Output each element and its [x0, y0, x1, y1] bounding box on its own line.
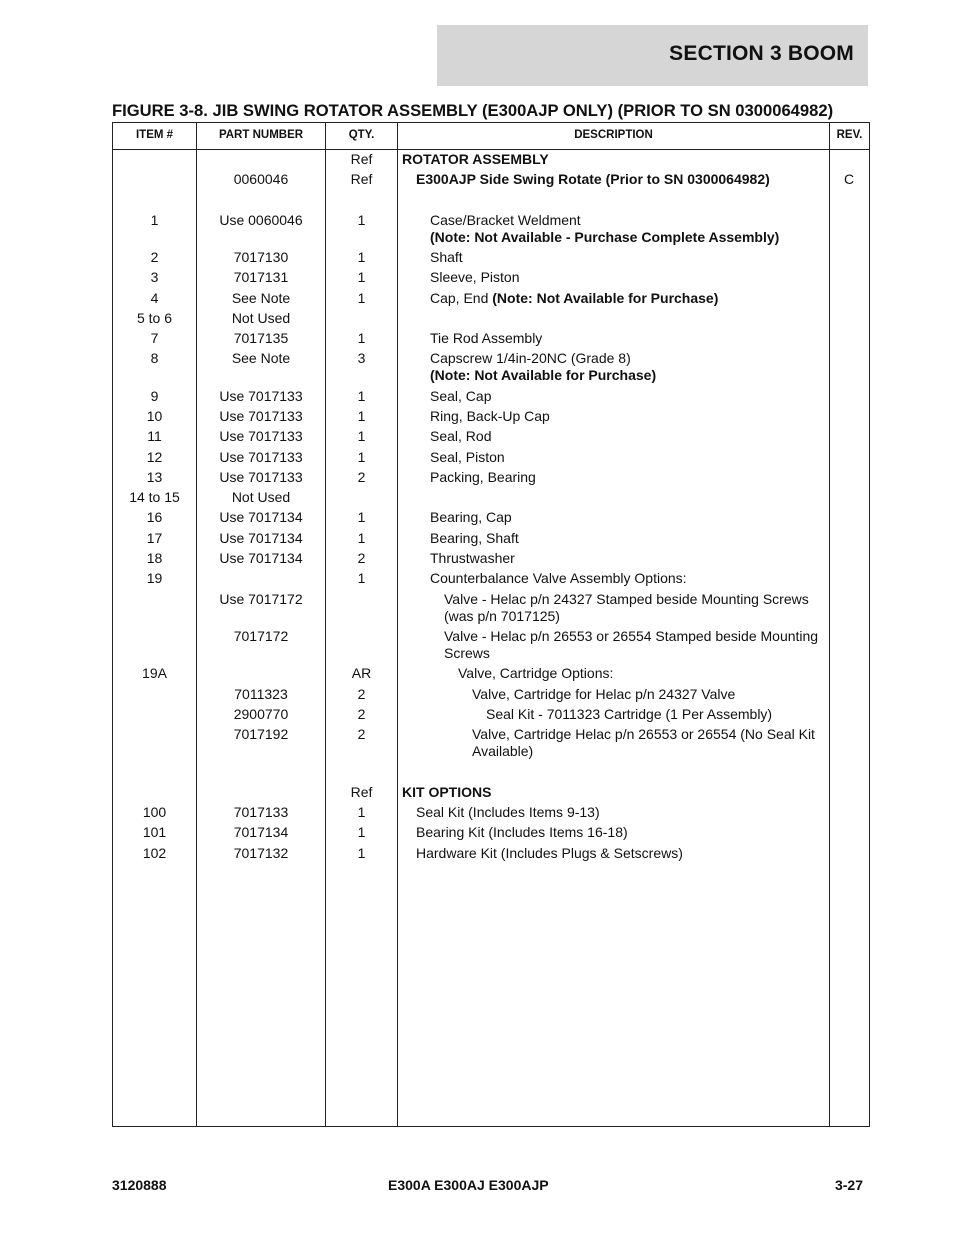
item-cell: 8: [150, 350, 159, 366]
item-cell: 5 to 6: [136, 310, 173, 326]
header-item: ITEM #: [135, 129, 174, 141]
item-cell: 17: [146, 530, 163, 546]
description-cell: KIT OPTIONS: [402, 784, 492, 800]
part-number-cell: Use 7017133: [219, 469, 303, 485]
part-number-cell: 2900770: [233, 706, 289, 722]
part-number-cell: Use 0060046: [219, 212, 303, 228]
rev-cell: C: [843, 171, 855, 187]
qty-cell: 2: [357, 726, 366, 742]
description-cell: ROTATOR ASSEMBLY: [402, 151, 549, 167]
item-cell: 100: [142, 804, 167, 820]
part-number-cell: 7017192: [233, 726, 289, 742]
qty-cell: 1: [357, 330, 366, 346]
description-cell: [402, 212, 852, 246]
description-cell: Hardware Kit (Includes Plugs & Setscrews): [416, 845, 683, 861]
item-cell: 2: [150, 249, 159, 265]
qty-cell: 1: [357, 269, 366, 285]
item-cell: 11: [147, 428, 162, 444]
item-cell: 4: [150, 290, 159, 306]
header-rev: REV.: [836, 129, 863, 141]
qty-cell: 1: [357, 530, 366, 546]
description-cell: [402, 350, 852, 384]
description-cell: Tie Rod Assembly: [430, 330, 543, 346]
part-number-cell: See Note: [231, 350, 291, 366]
section-banner: [437, 25, 868, 86]
description-cell: Seal, Rod: [430, 428, 492, 444]
item-cell: 9: [150, 388, 159, 404]
qty-cell: 1: [357, 249, 366, 265]
part-number-cell: 7017172: [233, 628, 289, 644]
part-number-cell: Use 7017172: [219, 591, 303, 607]
item-cell: 18: [146, 550, 163, 566]
qty-cell: 1: [357, 408, 366, 424]
qty-cell: 2: [357, 550, 366, 566]
description-cell: Bearing, Cap: [430, 509, 512, 525]
part-number-cell: 7017134: [233, 824, 289, 840]
parts-table: [112, 122, 870, 1127]
section-title: SECTION 3 BOOM: [669, 42, 854, 65]
description-cell: Shaft: [430, 249, 463, 265]
part-number-cell: Use 7017133: [219, 428, 303, 444]
qty-cell: 1: [357, 290, 366, 306]
item-cell: 3: [150, 269, 159, 285]
description-cell: [402, 290, 852, 307]
header-qty: QTY.: [348, 129, 375, 141]
footer-models: E300A E300AJ E300AJP: [388, 1177, 549, 1193]
description-cell: Thrustwasher: [430, 550, 515, 566]
description-text: Cap, End: [430, 290, 493, 306]
qty-cell: 3: [357, 350, 366, 366]
item-cell: 102: [142, 845, 167, 861]
description-cell: Bearing, Shaft: [430, 530, 519, 546]
description-cell: Packing, Bearing: [430, 469, 536, 485]
part-number-cell: Use 7017134: [219, 530, 303, 546]
qty-cell: 2: [357, 706, 366, 722]
footer-page-number: 3-27: [834, 1177, 863, 1193]
item-cell: 19: [146, 570, 163, 586]
description-cell: Sleeve, Piston: [430, 269, 520, 285]
description-cell: Seal, Piston: [430, 449, 505, 465]
item-cell: 14 to 15: [129, 489, 180, 505]
description-cell: E300AJP Side Swing Rotate (Prior to SN 0300064982): [416, 171, 770, 187]
description-cell: Seal, Cap: [430, 388, 492, 404]
part-number-cell: 7017135: [233, 330, 289, 346]
item-cell: 7: [150, 330, 159, 346]
item-cell: 10: [146, 408, 163, 424]
description-note: (Note: Not Available - Purchase Complete Assembly): [430, 229, 780, 245]
part-number-cell: 7017132: [233, 845, 289, 861]
qty-cell: AR: [351, 665, 372, 681]
description-cell: Seal Kit (Includes Items 9-13): [416, 804, 600, 820]
description-cell: Valve - Helac p/n 24327 Stamped beside Mounting Screws (was p/n 7017125): [444, 591, 809, 624]
qty-cell: Ref: [350, 784, 373, 800]
header-divider: [113, 149, 869, 150]
part-number-cell: Not Used: [231, 489, 291, 505]
part-number-cell: Use 7017133: [219, 388, 303, 404]
qty-cell: 1: [357, 388, 366, 404]
description-cell: Seal Kit - 7011323 Cartridge (1 Per Assembly): [486, 706, 773, 722]
qty-cell: 1: [357, 449, 366, 465]
footer-doc-number: 3120888: [112, 1177, 167, 1193]
part-number-cell: See Note: [231, 290, 291, 306]
part-number-cell: Use 7017133: [219, 408, 303, 424]
item-cell: 13: [146, 469, 163, 485]
description-cell: Valve, Cartridge Helac p/n 26553 or 26554 (No Seal Kit Available): [472, 726, 815, 759]
item-cell: 1: [150, 212, 159, 228]
qty-cell: 1: [357, 824, 366, 840]
qty-cell: 2: [357, 469, 366, 485]
qty-cell: 1: [357, 212, 366, 228]
item-cell: 12: [146, 449, 163, 465]
qty-cell: 1: [357, 804, 366, 820]
description-text: Case/Bracket Weldment: [430, 212, 581, 228]
part-number-cell: 0060046: [233, 171, 289, 187]
part-number-cell: 7017130: [233, 249, 289, 265]
item-cell: 16: [146, 509, 163, 525]
description-text: Capscrew 1/4in-20NC (Grade 8): [430, 350, 631, 366]
figure-title: FIGURE 3-8. JIB SWING ROTATOR ASSEMBLY (E300AJP ONLY) (PRIOR TO SN 0300064982): [112, 101, 834, 120]
description-note: (Note: Not Available for Purchase): [492, 290, 719, 306]
part-number-cell: Use 7017134: [219, 509, 303, 525]
item-cell: 101: [142, 824, 167, 840]
part-number-cell: Use 7017133: [219, 449, 303, 465]
part-number-cell: 7017133: [233, 804, 289, 820]
qty-cell: 2: [357, 686, 366, 702]
description-cell: Counterbalance Valve Assembly Options:: [430, 570, 687, 586]
qty-cell: 1: [357, 509, 366, 525]
header-description: DESCRIPTION: [574, 129, 653, 141]
part-number-cell: Use 7017134: [219, 550, 303, 566]
description-cell: Valve, Cartridge Options:: [458, 665, 614, 681]
description-cell: Ring, Back-Up Cap: [430, 408, 550, 424]
description-note: (Note: Not Available for Purchase): [430, 367, 657, 383]
part-number-cell: 7017131: [233, 269, 289, 285]
qty-cell: Ref: [350, 171, 373, 187]
column-divider: [397, 123, 398, 1126]
qty-cell: Ref: [350, 151, 373, 167]
description-cell: Valve - Helac p/n 26553 or 26554 Stamped beside Mounting Screws: [444, 628, 819, 661]
header-part-number: PART NUMBER: [218, 129, 304, 141]
part-number-cell: 7011323: [234, 686, 288, 702]
qty-cell: 1: [357, 428, 366, 444]
description-cell: Bearing Kit (Includes Items 16-18): [416, 824, 628, 840]
part-number-cell: Not Used: [231, 310, 291, 326]
description-cell: Valve, Cartridge for Helac p/n 24327 Valve: [472, 686, 736, 702]
qty-cell: 1: [357, 845, 366, 861]
item-cell: 19A: [142, 665, 167, 681]
qty-cell: 1: [357, 570, 366, 586]
